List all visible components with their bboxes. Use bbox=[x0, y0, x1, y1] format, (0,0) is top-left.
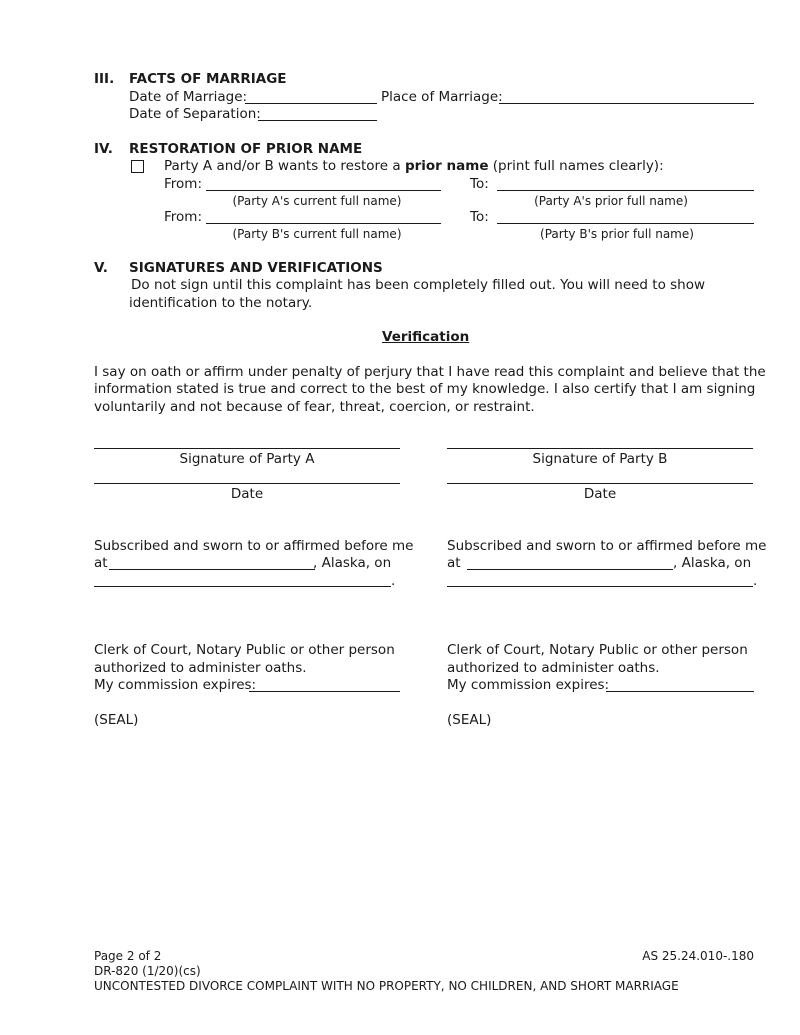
footer-page-number: Page 2 of 2 bbox=[94, 949, 162, 963]
right-alaska-on-label: , Alaska, on bbox=[673, 555, 752, 571]
section-5-number: V. bbox=[94, 260, 108, 276]
party-a-signature-line[interactable] bbox=[94, 448, 400, 449]
right-location-field[interactable] bbox=[467, 569, 673, 570]
date-of-marriage-label: Date of Marriage: bbox=[129, 89, 248, 105]
to-label-b: To: bbox=[470, 209, 489, 225]
restore-prior-name-checkbox[interactable] bbox=[131, 160, 144, 173]
right-seal: (SEAL) bbox=[447, 712, 492, 728]
party-b-prior-name-field[interactable] bbox=[497, 223, 754, 224]
left-commission-field[interactable] bbox=[249, 691, 400, 692]
left-commission-label: My commission expires: bbox=[94, 677, 257, 693]
party-a-date-label: Date bbox=[230, 486, 264, 502]
party-a-current-name-field[interactable] bbox=[206, 190, 441, 191]
verification-line3: voluntarily and not because of fear, threat, coercion, or restraint. bbox=[94, 399, 535, 415]
restore-text-post: (print full names clearly): bbox=[488, 158, 664, 174]
verification-line1: I say on oath or affirm under penalty of perjury that I have read this complaint and believe that the bbox=[94, 364, 766, 380]
party-a-prior-caption: (Party A's prior full name) bbox=[534, 194, 688, 208]
left-clerk-line1: Clerk of Court, Notary Public or other person bbox=[94, 642, 395, 658]
section-4-title: RESTORATION OF PRIOR NAME bbox=[129, 141, 363, 157]
restore-prior-name-text bbox=[164, 158, 664, 175]
section-5-note-line1: Do not sign until this complaint has been completely filled out. You will need to show bbox=[131, 277, 706, 293]
party-b-current-caption: (Party B's current full name) bbox=[232, 227, 402, 241]
footer-statute: AS 25.24.010-.180 bbox=[642, 949, 754, 963]
section-5-title: SIGNATURES AND VERIFICATIONS bbox=[129, 260, 383, 276]
from-label-a: From: bbox=[164, 176, 202, 192]
date-of-separation-label: Date of Separation: bbox=[129, 106, 261, 122]
restore-text-pre: Party A and/or B wants to restore a bbox=[164, 158, 405, 174]
left-clerk-line2: authorized to administer oaths. bbox=[94, 660, 307, 676]
left-period: . bbox=[391, 573, 396, 589]
party-b-current-name-field[interactable] bbox=[206, 223, 441, 224]
right-period: . bbox=[753, 573, 758, 589]
party-b-date-line[interactable] bbox=[447, 483, 753, 484]
footer-form-id: DR-820 (1/20)(cs) bbox=[94, 964, 201, 978]
left-location-field[interactable] bbox=[109, 569, 315, 570]
party-a-date-line[interactable] bbox=[94, 483, 400, 484]
left-seal: (SEAL) bbox=[94, 712, 139, 728]
to-label-a: To: bbox=[470, 176, 489, 192]
place-of-marriage-field[interactable] bbox=[499, 103, 754, 104]
right-sworn-text: Subscribed and sworn to or affirmed before me bbox=[447, 538, 767, 554]
section-3-number: III. bbox=[94, 71, 115, 87]
verification-line2: information stated is true and correct to the best of my knowledge. I also certify that I am signing bbox=[94, 381, 756, 397]
left-sworn-text: Subscribed and sworn to or affirmed before me bbox=[94, 538, 414, 554]
right-sworn-date-field[interactable] bbox=[447, 586, 753, 587]
restore-text-bold: prior name bbox=[404, 158, 489, 174]
right-clerk-line1: Clerk of Court, Notary Public or other person bbox=[447, 642, 748, 658]
section-3-title: FACTS OF MARRIAGE bbox=[129, 71, 287, 87]
party-b-date-label: Date bbox=[583, 486, 617, 502]
from-label-b: From: bbox=[164, 209, 202, 225]
right-commission-field[interactable] bbox=[606, 691, 754, 692]
party-b-prior-caption: (Party B's prior full name) bbox=[540, 227, 694, 241]
right-clerk-line2: authorized to administer oaths. bbox=[447, 660, 660, 676]
left-at-label: at bbox=[94, 555, 108, 571]
party-a-signature-label: Signature of Party A bbox=[179, 451, 315, 467]
left-sworn-date-field[interactable] bbox=[94, 586, 391, 587]
party-b-signature-label: Signature of Party B bbox=[532, 451, 668, 467]
section-5-note-line2: identification to the notary. bbox=[129, 295, 313, 311]
footer-form-title: UNCONTESTED DIVORCE COMPLAINT WITH NO PROPERTY, NO CHILDREN, AND SHORT MARRIAGE bbox=[94, 979, 679, 993]
party-a-prior-name-field[interactable] bbox=[497, 190, 754, 191]
party-b-signature-line[interactable] bbox=[447, 448, 753, 449]
right-at-label: at bbox=[447, 555, 461, 571]
date-of-marriage-field[interactable] bbox=[245, 103, 377, 104]
verification-heading: Verification bbox=[382, 329, 470, 345]
left-alaska-on-label: , Alaska, on bbox=[313, 555, 392, 571]
section-4-number: IV. bbox=[94, 141, 113, 157]
place-of-marriage-label: Place of Marriage: bbox=[381, 89, 503, 105]
party-a-current-caption: (Party A's current full name) bbox=[232, 194, 402, 208]
date-of-separation-field[interactable] bbox=[258, 120, 377, 121]
right-commission-label: My commission expires: bbox=[447, 677, 610, 693]
